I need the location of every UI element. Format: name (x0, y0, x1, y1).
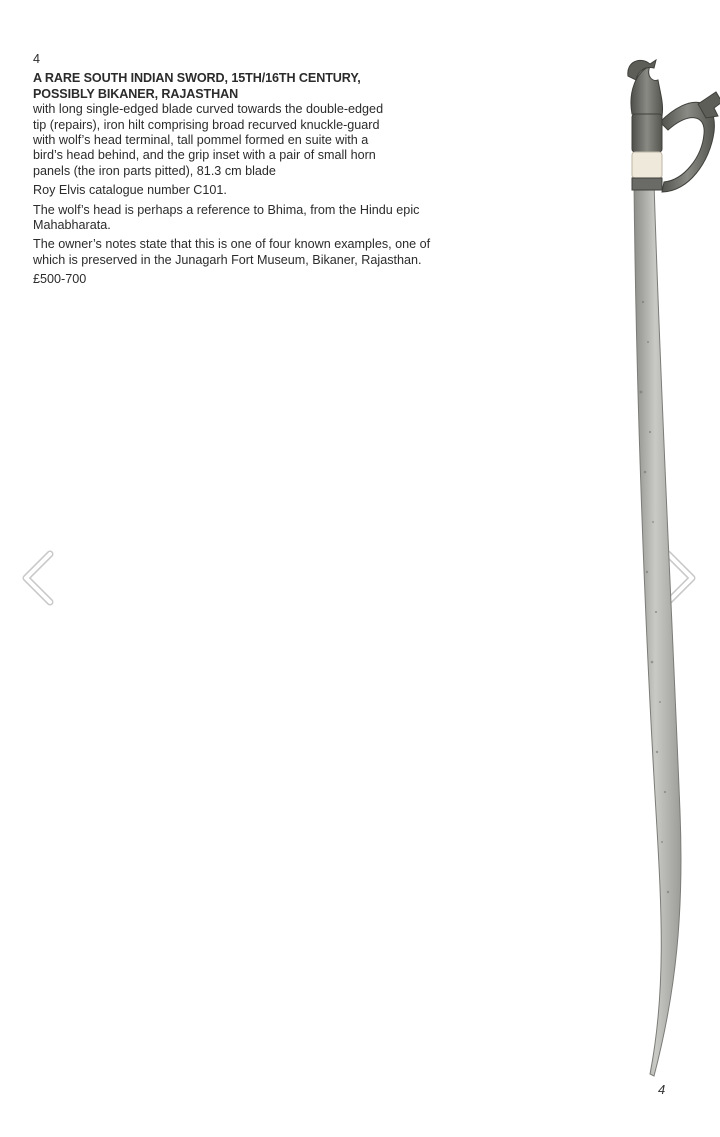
sword-ferrule (632, 178, 662, 190)
lot-description: with long single-edged blade curved towards the double-edged tip (repairs), iron hilt comprising broad recurved knuckle-guard with wolf’s head terminal, tall pommel formed en suite with a bird’s head behind, and the grip inset with a pair of small horn panels (the iron parts pitted), 81.3 cm blade (33, 102, 384, 178)
chevron-left-icon (20, 550, 54, 606)
catalogue-note: Roy Elvis catalogue number C101. (33, 183, 227, 198)
provenance-note: The wolf’s head is perhaps a reference to Bhima, from the Hindu epic Mahabharata. (33, 202, 420, 233)
page-number: 4 (658, 1082, 666, 1097)
sword-blade (634, 182, 681, 1076)
sword-image (610, 52, 720, 1082)
lot-title: A RARE SOUTH INDIAN SWORD, 15TH/16TH CENTURY, POSSIBLY BIKANER, RAJASTHAN (33, 71, 361, 101)
horn-panel (632, 152, 662, 178)
estimate: £500-700 (33, 272, 87, 287)
lot-description-block (33, 52, 433, 292)
previous-page-button[interactable] (20, 550, 54, 606)
owner-note: The owner’s notes state that this is one of four known examples, one of which is preserved in the Junagarh Fort Museum, Bikaner, Rajasthan. (33, 237, 431, 267)
lot-number: 4 (33, 52, 41, 66)
sword-grip (632, 114, 662, 152)
